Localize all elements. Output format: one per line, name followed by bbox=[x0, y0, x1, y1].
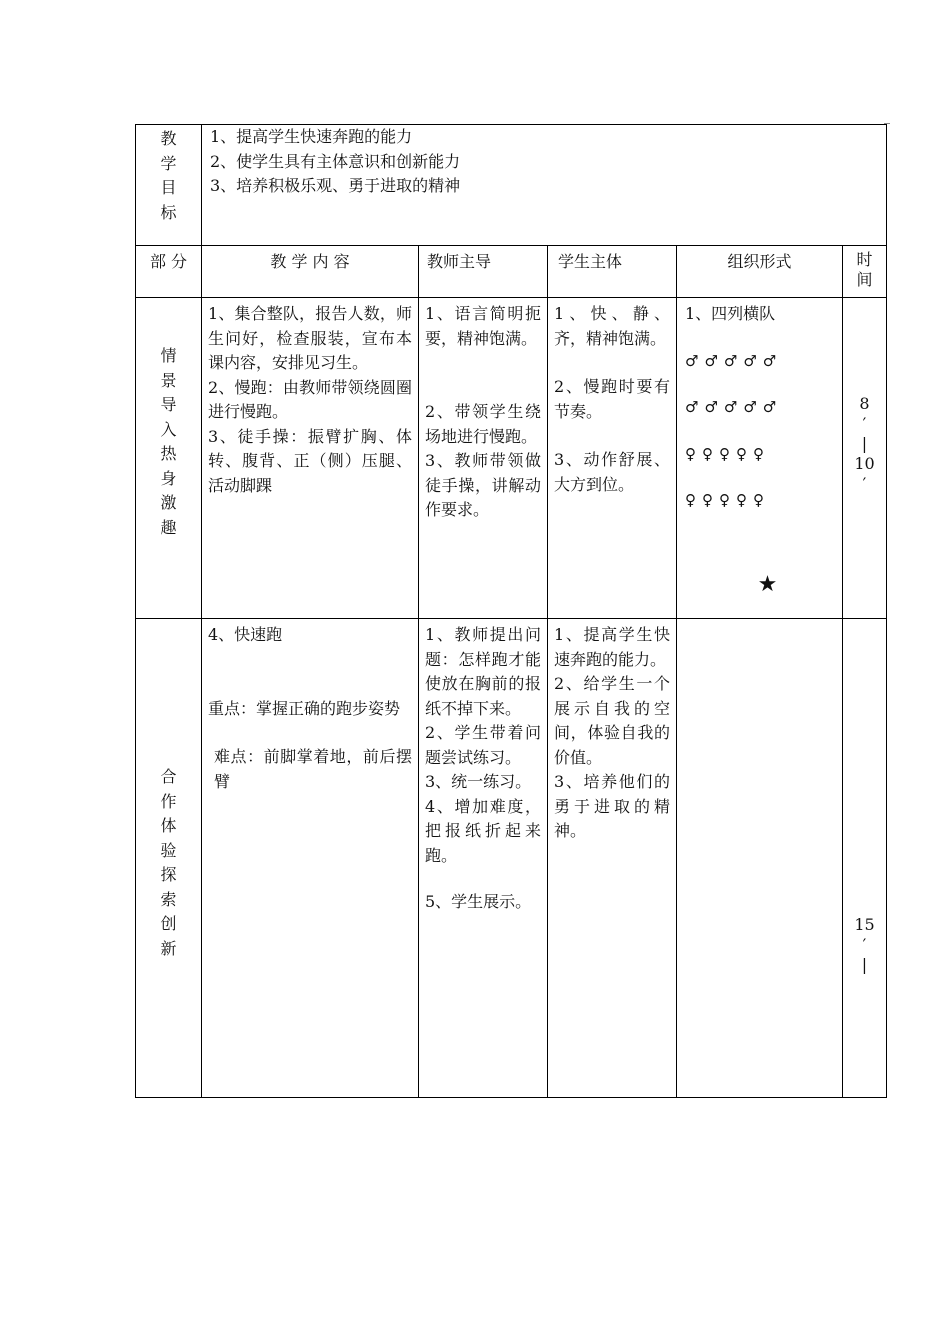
formation-row-female: ♀♀♀♀♀ bbox=[685, 444, 770, 463]
teacher-star-icon: ★ bbox=[757, 571, 778, 597]
header-organization: 组织形式 bbox=[677, 246, 843, 298]
objective-item: 3、培养积极乐观、勇于进取的精神 bbox=[210, 176, 461, 195]
explore-organization bbox=[677, 619, 843, 1098]
lesson-plan-table bbox=[135, 124, 887, 1098]
header-student: 学生主体 bbox=[548, 246, 677, 298]
warmup-teacher: 1、语言简明扼要，精神饱满。 2、带领学生绕场地进行慢跑。 3、教师带领做徒手操，讲解动作要求。 bbox=[419, 298, 548, 619]
objectives-label: 教 学 目 标 bbox=[136, 125, 202, 246]
formation-row-male: ♂♂♂♂♂ bbox=[685, 351, 783, 370]
formation-title: 1、四列横队 bbox=[685, 304, 776, 323]
objective-item: 1、提高学生快速奔跑的能力 bbox=[210, 127, 413, 146]
header-teacher: 教师主导 bbox=[419, 246, 548, 298]
objectives-row bbox=[136, 125, 887, 246]
warmup-student: 1、快、静、齐，精神饱满。 2、慢跑时要有节奏。 3、动作舒展、大方到位。 bbox=[548, 298, 677, 619]
explore-student: 1、提高学生快速奔跑的能力。 2、给学生一个展示自我的空间，体验自我的价值。 3、培养他们的勇于进取的精神。 bbox=[548, 619, 677, 1098]
explore-content: 4、快速跑 重点：掌握正确的跑步姿势 难点：前脚掌着地，前后摆臂 bbox=[202, 619, 419, 1098]
objectives-list bbox=[202, 125, 887, 246]
section-explore-label: 合 作 体 验 探 索 创 新 bbox=[136, 619, 202, 1098]
header-content: 教 学 内 容 bbox=[202, 246, 419, 298]
section-explore-row bbox=[136, 619, 887, 1098]
objective-item: 2、使学生具有主体意识和创新能力 bbox=[210, 151, 461, 171]
warmup-time: 8 ′ | 10 ′ bbox=[843, 298, 887, 619]
section-warmup-label: 情 景 导 入 热 身 激 趣 bbox=[136, 298, 202, 619]
section-warmup-row bbox=[136, 298, 887, 619]
explore-teacher: 1、教师提出问题：怎样跑才能使放在胸前的报纸不掉下来。 2、学生带着问题尝试练习。 3、统一练习。 4、增加难度，把报纸折起来跑。 5、学生展示。 bbox=[419, 619, 548, 1098]
formation-row-female: ♀♀♀♀♀ bbox=[685, 491, 770, 509]
header-time: 时 间 bbox=[843, 246, 887, 298]
warmup-organization bbox=[677, 298, 843, 619]
explore-time: 15 ′ | bbox=[843, 619, 887, 1098]
header-row bbox=[136, 246, 887, 298]
formation-row-male: ♂♂♂♂♂ bbox=[685, 398, 783, 416]
warmup-content: 1、集合整队，报告人数，师生问好，检查服装，宣布本课内容，安排见习生。 2、慢跑：由教师带领绕圆圈进行慢跑。 3、徒手操：振臂扩胸、体转、腹背、正（侧）压腿、活动脚踝 bbox=[202, 298, 419, 619]
header-part: 部 分 bbox=[136, 246, 202, 298]
